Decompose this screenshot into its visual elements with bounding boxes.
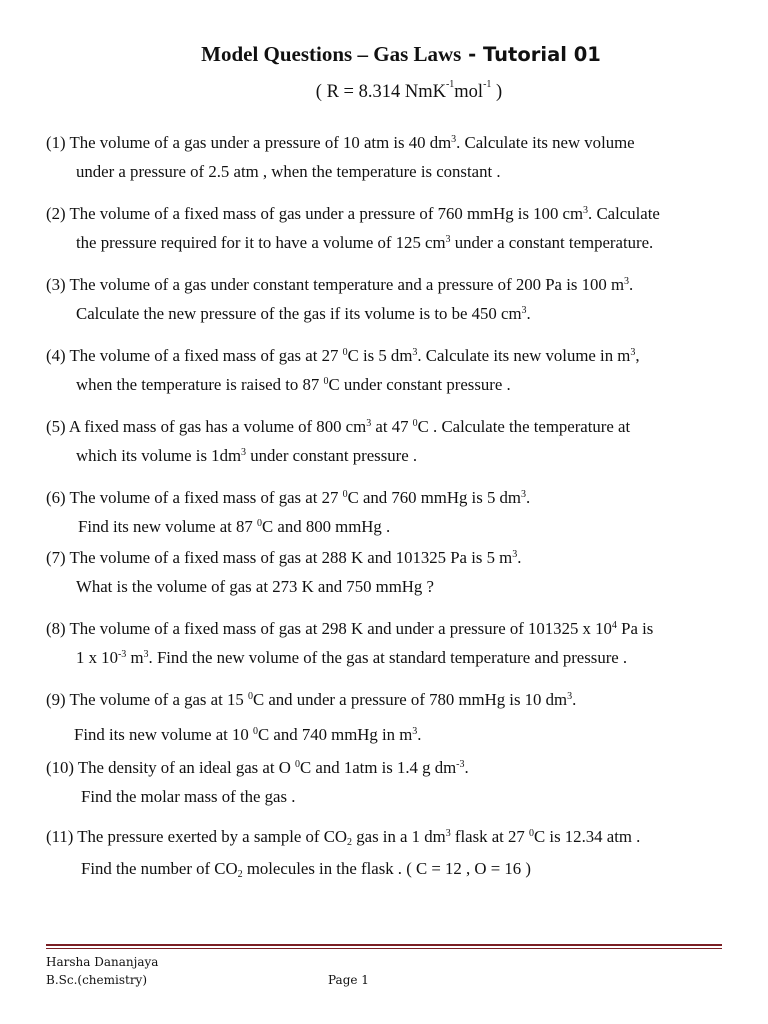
- question-6: [46, 483, 530, 541]
- page-number: Page 1: [328, 973, 369, 987]
- constant-text: ( R = 8.314 NmK: [315, 82, 446, 102]
- page-title: [0, 42, 768, 67]
- question-line: (9) The volume of a gas at 15 $^0$C and under a pressure of 780 mmHg is 10 $dm^3$.: [46, 690, 577, 709]
- footer-degree: B.Sc.(chemistry): [46, 973, 148, 987]
- question-line: What is the volume of gas at 273 K and 750 mmHg ?: [76, 577, 434, 596]
- question-line: (8) The volume of a fixed mass of gas at 298 K and under a pressure of 101325 x $10^4$ Pa is: [46, 619, 654, 638]
- question-line: Find its new volume at 87 $^0$C and 800 mmHg .: [78, 517, 391, 536]
- question-line: the pressure required for it to have a volume of 125 $cm^3$ under a constant temperature.: [76, 233, 654, 252]
- question-8: [46, 614, 653, 672]
- question-line: Calculate the new pressure of the gas if its volume is to be 450 $cm^3$.: [76, 304, 531, 323]
- question-line: Find its new volume at 10 $^0$C and 740 mmHg in $m^3$.: [74, 725, 422, 744]
- question-9: [46, 685, 576, 749]
- footer-author: Harsha Dananjaya: [46, 955, 159, 969]
- question-line: (3) The volume of a gas under constant temperature and a pressure of 200 Pa is 100 $m^3$.: [46, 275, 634, 294]
- title-main: Model Questions – Gas Laws: [201, 42, 462, 66]
- question-line: Find the molar mass of the gas .: [81, 787, 296, 806]
- question-10: [46, 753, 469, 811]
- question-line: (10) The density of an ideal gas at O $^0$C and 1atm is 1.4 g $dm^{-3}$.: [46, 758, 469, 777]
- question-line: (5) A fixed mass of gas has a volume of 800 $cm^3$ at 47 $^0$C . Calculate the temperature at: [46, 417, 631, 436]
- question-3: [46, 270, 633, 328]
- question-1: [46, 128, 635, 186]
- constant-exponent: -1: [445, 79, 455, 90]
- constant-exponent: -1: [483, 79, 492, 90]
- question-line: when the temperature is raised to 87 $^0$C under constant pressure .: [76, 375, 511, 394]
- question-line: Find the number of $CO_2$ molecules in the flask . ( C = 12 , O = 16 ): [81, 859, 531, 880]
- footer-divider: [46, 944, 722, 946]
- question-line: (6) The volume of a fixed mass of gas at 27 $^0$C and 760 mmHg is 5 $dm^3$.: [46, 488, 531, 507]
- gas-constant: [0, 79, 768, 103]
- question-5: [46, 412, 630, 470]
- question-line: (4) The volume of a fixed mass of gas at 27 $^0$C is 5 $dm^3$. Calculate its new volume in $m^3$,: [46, 346, 640, 365]
- question-line: which its volume is $1dm^3$ under constant pressure .: [76, 446, 418, 465]
- constant-text: ): [491, 82, 503, 102]
- question-line: (11) The pressure exerted by a sample of $CO_2$ gas in a 1 $dm^3$ flask at 27 $^0$C is 12.34 atm .: [46, 827, 641, 848]
- question-line: (1) The volume of a gas under a pressure of 10 atm is 40 $dm^3$. Calculate its new volume: [46, 133, 635, 152]
- title-tutorial: - Tutorial 01: [461, 43, 601, 66]
- question-line: 1 x $10^{-3}$ $m^3$. Find the new volume of the gas at standard temperature and pressure .: [76, 648, 628, 667]
- question-line: under a pressure of 2.5 atm , when the temperature is constant .: [76, 162, 501, 181]
- question-line: (7) The volume of a fixed mass of gas at 288 K and 101325 Pa is 5 $m^3$.: [46, 548, 522, 567]
- question-11: [46, 822, 640, 886]
- footer-divider-thin: [46, 948, 722, 949]
- question-2: [46, 199, 660, 257]
- question-7: [46, 543, 521, 601]
- question-line: (2) The volume of a fixed mass of gas under a pressure of 760 mmHg is 100 $cm^3$. Calculate: [46, 204, 660, 223]
- constant-text: mol: [454, 82, 484, 102]
- question-4: [46, 341, 640, 399]
